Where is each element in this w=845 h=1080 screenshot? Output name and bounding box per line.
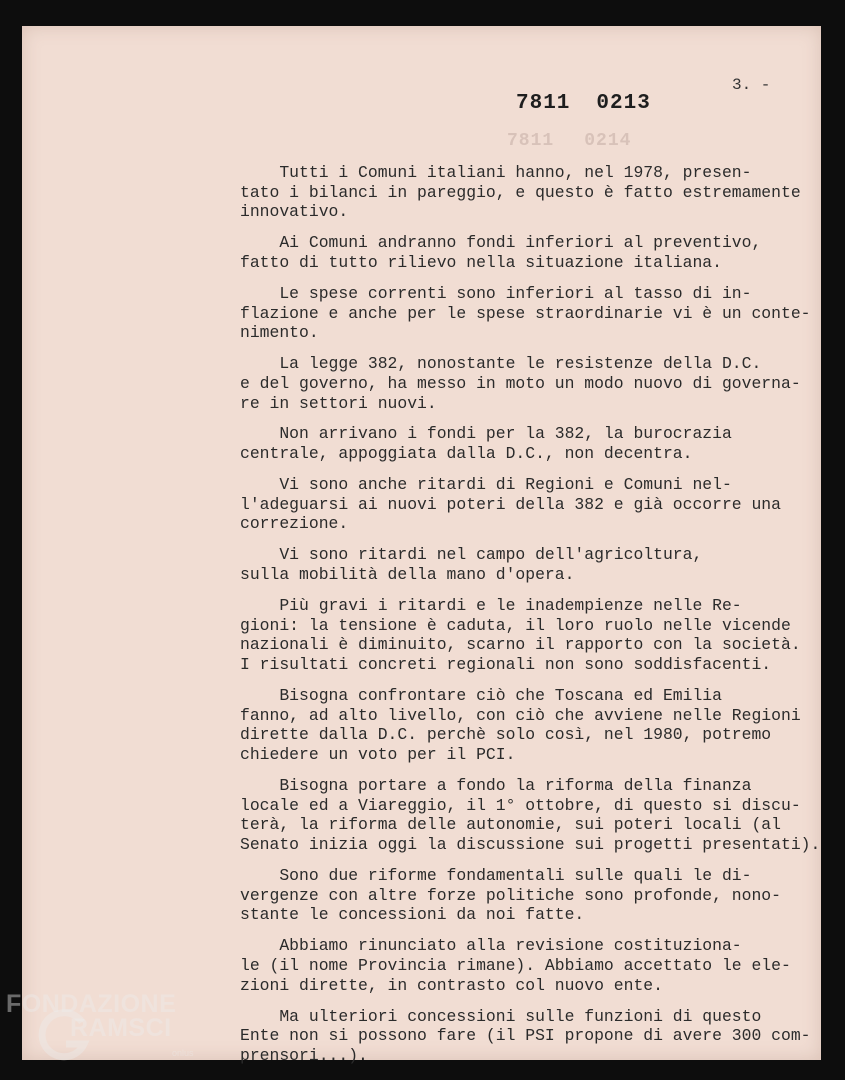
text-line: dirette dalla D.C. perchè solo così, nel 1980, potremo bbox=[240, 725, 772, 745]
text-line: e del governo, ha messo in moto un modo nuovo di governa- bbox=[240, 373, 801, 393]
stamp-number: 0213 bbox=[596, 92, 651, 115]
text-line: Ai Comuni andranno fondi inferiori al preventivo, bbox=[240, 233, 762, 253]
paragraph bbox=[240, 284, 820, 343]
page-number: 3. - bbox=[732, 76, 771, 94]
text-line: zioni dirette, in contrasto col nuovo ente. bbox=[240, 975, 663, 995]
text-line: fatto di tutto rilievo nella situazione italiana. bbox=[240, 253, 722, 272]
text-line: Vi sono anche ritardi di Regioni e Comuni nel- bbox=[240, 475, 732, 495]
text-line: flazione e anche per le spese straordinarie vi è un conte- bbox=[240, 303, 811, 323]
text-line: Le spese correnti sono inferiori al tasso di in- bbox=[240, 283, 752, 303]
paragraph bbox=[240, 163, 820, 222]
ghost-stamp-series: 7811 bbox=[507, 131, 555, 151]
text-line: Vi sono ritardi nel campo dell'agricoltura, bbox=[240, 545, 703, 565]
paragraph bbox=[240, 1007, 820, 1066]
paragraph bbox=[240, 233, 820, 272]
paragraph bbox=[240, 475, 820, 534]
text-line: Bisogna confrontare ciò che Toscana ed Emilia bbox=[240, 685, 722, 705]
stamp-series: 7811 bbox=[516, 92, 571, 115]
text-line: innovativo. bbox=[240, 202, 349, 222]
text-line: Tutti i Comuni italiani hanno, nel 1978, presen- bbox=[240, 163, 752, 182]
text-line: tato i bilanci in pareggio, e questo è fatto estremamente bbox=[240, 182, 801, 202]
text-line: Abbiamo rinunciato alla revisione costituziona- bbox=[240, 936, 742, 956]
text-line: l'adeguarsi ai nuovi poteri della 382 e già occorre una bbox=[240, 494, 781, 514]
text-line: Sono due riforme fondamentali sulle quali le di- bbox=[240, 865, 752, 885]
text-line: Senato inizia oggi la discussione sui progetti presentati). bbox=[240, 835, 821, 855]
paragraph bbox=[240, 354, 820, 413]
paragraph bbox=[240, 936, 820, 995]
text-line: Non arrivano i fondi per la 382, la burocrazia bbox=[240, 424, 732, 444]
text-line: Bisogna portare a fondo la riforma della finanza bbox=[240, 775, 752, 795]
text-line: Più gravi i ritardi e le inadempienze nelle Re- bbox=[240, 595, 742, 615]
watermark-sub: onlus bbox=[172, 1048, 194, 1058]
paragraph bbox=[240, 596, 820, 675]
text-line: correzione. bbox=[240, 514, 349, 534]
text-line: gioni: la tensione è caduta, il loro ruolo nelle vicende bbox=[240, 615, 791, 635]
text-line: le (il nome Provincia rimane). Abbiamo accettato le ele- bbox=[240, 955, 791, 975]
text-line: Ma ulteriori concessioni sulle funzioni di questo bbox=[240, 1006, 762, 1026]
text-line: stante le concessioni da noi fatte. bbox=[240, 905, 585, 925]
text-line: Ente non si possono fare (il PSI propone di avere 300 com- bbox=[240, 1026, 811, 1046]
text-line: sulla mobilità della mano d'opera. bbox=[240, 565, 575, 585]
paragraph bbox=[240, 866, 820, 925]
paragraph bbox=[240, 424, 820, 463]
paragraph bbox=[240, 686, 820, 765]
paragraph bbox=[240, 776, 820, 855]
text-line: nimento. bbox=[240, 323, 319, 343]
ghost-stamp-number: 0214 bbox=[584, 131, 632, 151]
text-line: vergenze con altre forze politiche sono profonde, nono- bbox=[240, 885, 781, 905]
text-line: chiedere un voto per il PCI. bbox=[240, 745, 516, 765]
archive-stamp bbox=[516, 92, 677, 115]
text-line: fanno, ad alto livello, con ciò che avviene nelle Regioni bbox=[240, 705, 801, 725]
fondazione-gramsci-watermark bbox=[6, 990, 211, 1070]
text-line: centrale, appoggiata dalla D.C., non decentra. bbox=[240, 444, 693, 464]
text-line: re in settori nuovi. bbox=[240, 393, 437, 413]
text-line: nazionali è diminuito, scarno il rapporto con la società. bbox=[240, 635, 801, 655]
watermark-line2: RAMSCI bbox=[70, 1014, 172, 1042]
text-line: I risultati concreti regionali non sono soddisfacenti. bbox=[240, 655, 772, 675]
text-line: locale ed a Viareggio, il 1° ottobre, di questo si discu- bbox=[240, 795, 801, 815]
bleed-through-stamp bbox=[507, 131, 661, 151]
typewritten-body bbox=[240, 163, 820, 1077]
watermark-line1: FONDAZIONE bbox=[6, 990, 177, 1018]
paragraph bbox=[240, 545, 820, 584]
text-line: prensori...). bbox=[240, 1045, 368, 1065]
text-line: terà, la riforma delle autonomie, sui poteri locali (al bbox=[240, 815, 781, 835]
text-line: La legge 382, nonostante le resistenze della D.C. bbox=[240, 354, 762, 374]
